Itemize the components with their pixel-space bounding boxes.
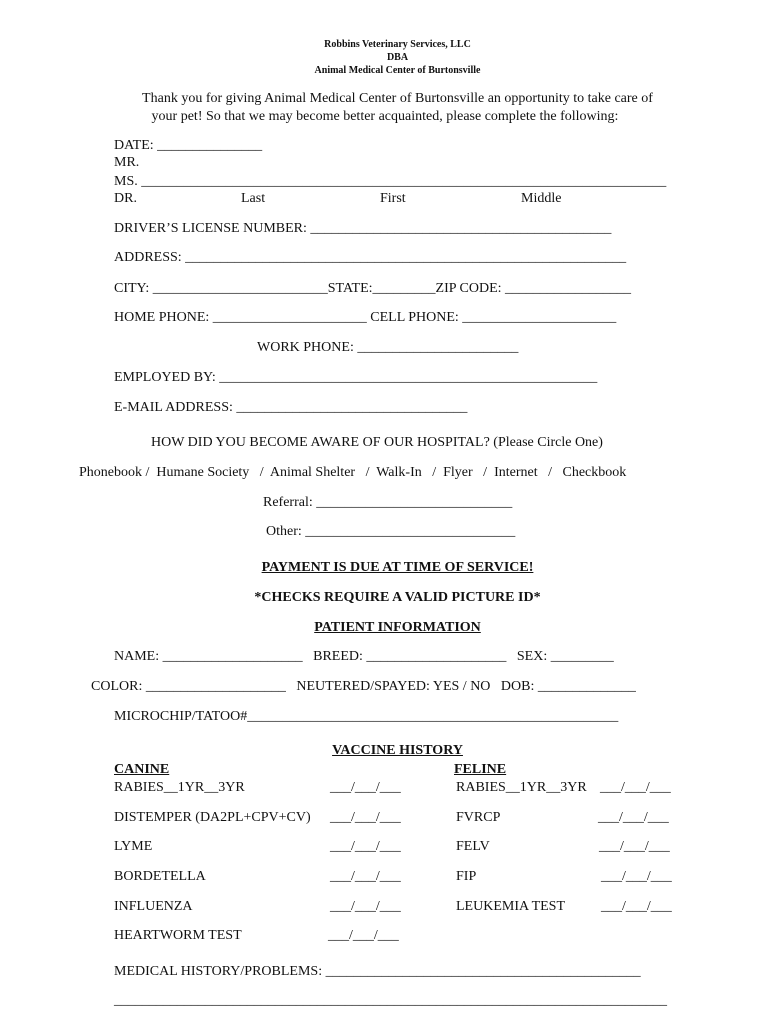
canine-vaccine-label: DISTEMPER (DA2PL+CPV+CV)	[114, 810, 311, 825]
canine-vaccine-label: RABIES__1YR__3YR	[114, 780, 245, 795]
canine-vaccine-date[interactable]: ___/___/___	[330, 839, 401, 854]
vaccine-history-heading: VACCINE HISTORY	[332, 743, 463, 758]
feline-heading: FELINE	[454, 762, 507, 777]
feline-vaccine-date[interactable]: ___/___/___	[601, 899, 672, 914]
medical-history-field[interactable]: MEDICAL HISTORY/PROBLEMS: _____________________________________________	[114, 964, 641, 979]
address-field[interactable]: ADDRESS: _______________________________________________________________	[114, 250, 627, 265]
title-mr: MR.	[114, 155, 140, 170]
intro-line-1: Thank you for giving Animal Medical Center of Burtonsville an opportunity to take care of	[142, 91, 653, 106]
work-phone-field[interactable]: WORK PHONE: _______________________	[257, 340, 519, 355]
canine-vaccine-label: INFLUENZA	[114, 899, 193, 914]
date-field[interactable]: DATE: _______________	[114, 138, 263, 153]
clinic-name: Animal Medical Center of Burtonsville	[314, 65, 481, 76]
checks-notice: *CHECKS REQUIRE A VALID PICTURE ID*	[254, 590, 541, 605]
last-name-label: Last	[241, 191, 266, 206]
payment-notice: PAYMENT IS DUE AT TIME OF SERVICE!	[261, 560, 534, 575]
company-name: Robbins Veterinary Services, LLC	[324, 39, 471, 50]
canine-vaccine-date[interactable]: ___/___/___	[330, 780, 401, 795]
email-field[interactable]: E-MAIL ADDRESS: _________________________________	[114, 400, 468, 415]
microchip-field[interactable]: MICROCHIP/TATOO#_____________________________________________________	[114, 709, 619, 724]
feline-vaccine-date[interactable]: ___/___/___	[598, 810, 669, 825]
patient-info-heading: PATIENT INFORMATION	[314, 620, 481, 635]
canine-heading: CANINE	[114, 762, 170, 777]
feline-vaccine-date[interactable]: ___/___/___	[600, 780, 671, 795]
canine-vaccine-date[interactable]: ___/___/___	[330, 810, 401, 825]
feline-vaccine-label: FIP	[456, 869, 477, 884]
canine-vaccine-label: BORDETELLA	[114, 869, 206, 884]
title-dr: DR.	[114, 191, 137, 206]
name-field[interactable]: MS. ___________________________________________________________________________	[114, 174, 667, 189]
feline-vaccine-label: FELV	[456, 839, 490, 854]
referral-question: HOW DID YOU BECOME AWARE OF OUR HOSPITAL? (Please Circle One)	[151, 435, 603, 450]
feline-vaccine-label: LEUKEMIA TEST	[456, 899, 566, 914]
canine-vaccine-date[interactable]: ___/___/___	[330, 899, 401, 914]
patient-color-neutered-dob[interactable]: COLOR: ____________________ NEUTERED/SPAYED: YES / NO DOB: ______________	[91, 679, 636, 694]
referral-field[interactable]: Referral: ____________________________	[263, 495, 513, 510]
canine-vaccine-date[interactable]: ___/___/___	[328, 928, 399, 943]
intro-line-2: your pet! So that we may become better acquainted, please complete the following:	[151, 109, 619, 124]
feline-vaccine-date[interactable]: ___/___/___	[601, 869, 672, 884]
dba-label: DBA	[386, 52, 409, 63]
canine-vaccine-date[interactable]: ___/___/___	[330, 869, 401, 884]
patient-name-breed-sex[interactable]: NAME: ____________________ BREED: ____________________ SEX: _________	[114, 649, 614, 664]
middle-name-label: Middle	[521, 191, 562, 206]
feline-vaccine-date[interactable]: ___/___/___	[599, 839, 670, 854]
canine-vaccine-label: HEARTWORM TEST	[114, 928, 242, 943]
referral-options[interactable]: Phonebook / Humane Society / Animal Shelter / Walk-In / Flyer / Internet / Checkbook	[79, 465, 627, 480]
feline-vaccine-label: RABIES__1YR__3YR	[456, 780, 587, 795]
license-field[interactable]: DRIVER’S LICENSE NUMBER: ___________________________________________	[114, 221, 612, 236]
feline-vaccine-label: FVRCP	[456, 810, 501, 825]
medical-history-line[interactable]: _______________________________________________________________________________	[114, 993, 667, 1008]
other-field[interactable]: Other: ______________________________	[266, 524, 516, 539]
first-name-label: First	[380, 191, 406, 206]
canine-vaccine-label: LYME	[114, 839, 153, 854]
employer-field[interactable]: EMPLOYED BY: ______________________________________________________	[114, 370, 598, 385]
phone-fields[interactable]: HOME PHONE: ______________________ CELL PHONE: ______________________	[114, 310, 617, 325]
city-state-zip-field[interactable]: CITY: _________________________STATE:_________ZIP CODE: __________________	[114, 281, 632, 296]
